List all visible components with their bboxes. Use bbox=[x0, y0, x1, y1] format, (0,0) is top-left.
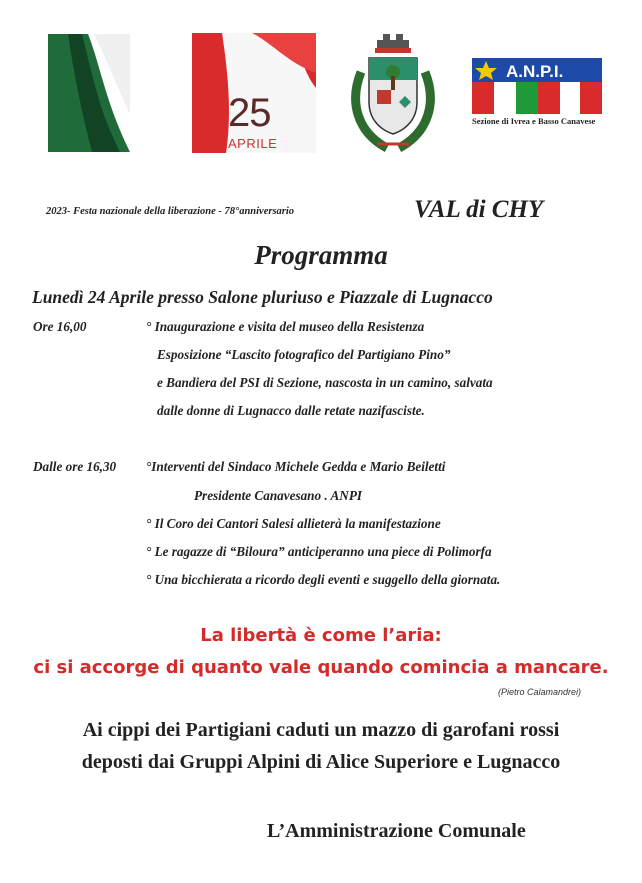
festival-subtitle: 2023- Festa nazionale della liberazione - 78°anniversario bbox=[46, 206, 295, 217]
time-second: Dalle ore 16,30 bbox=[33, 459, 117, 474]
schedule-line: Esposizione “Lascito fotografico del Partigiano Pino” bbox=[157, 347, 451, 362]
anpi-logo bbox=[472, 58, 602, 114]
program-title: Programma bbox=[254, 240, 388, 270]
closing-line-2: deposti dai Gruppi Alpini di Alice Superiore e Lugnacco bbox=[81, 751, 561, 773]
quote-line-1: La libertà è come l’aria: bbox=[200, 625, 442, 646]
signature: L’Amministrazione Comunale bbox=[267, 820, 526, 842]
schedule-line: Presidente Canavesano . ANPI bbox=[194, 488, 363, 503]
schedule-line: ° Il Coro dei Cantori Salesi allieterà la manifestazione bbox=[146, 516, 441, 531]
schedule-line: ° Una bicchierata a ricordo degli eventi e suggello della giornata. bbox=[146, 572, 501, 587]
time-first: Ore 16,00 bbox=[33, 319, 87, 334]
anpi-logo-text: A.N.P.I. bbox=[506, 62, 564, 81]
april-25-poster bbox=[192, 33, 316, 153]
quote-line-2: ci si accorge di quanto vale quando comincia a mancare. bbox=[33, 657, 609, 678]
quote-author: (Pietro Calamandrei) bbox=[498, 687, 582, 697]
schedule-line: e Bandiera del PSI di Sezione, nascosta in un camino, salvata bbox=[157, 375, 493, 390]
flag-green-image bbox=[48, 34, 130, 152]
poster-number: 25 bbox=[228, 91, 271, 135]
schedule-line: ° Inaugurazione e visita del museo della Resistenza bbox=[146, 319, 425, 334]
schedule-line: ° Le ragazze di “Biloura” anticiperanno una piece di Polimorfa bbox=[146, 544, 492, 559]
municipal-crest-icon bbox=[347, 32, 439, 154]
date-line: Lunedì 24 Aprile presso Salone pluriuso e Piazzale di Lugnacco bbox=[32, 287, 493, 307]
schedule-line: dalle donne di Lugnacco dalle retate nazifasciste. bbox=[157, 403, 425, 418]
anpi-section-label: Sezione di Ivrea e Basso Canavese bbox=[472, 116, 596, 126]
closing-line-1: Ai cippi dei Partigiani caduti un mazzo di garofani rossi bbox=[82, 719, 560, 741]
schedule-line: °Interventi del Sindaco Michele Gedda e Mario Beiletti bbox=[146, 459, 446, 474]
poster-month: APRILE bbox=[228, 136, 278, 151]
place-name: VAL di CHY bbox=[414, 196, 544, 223]
